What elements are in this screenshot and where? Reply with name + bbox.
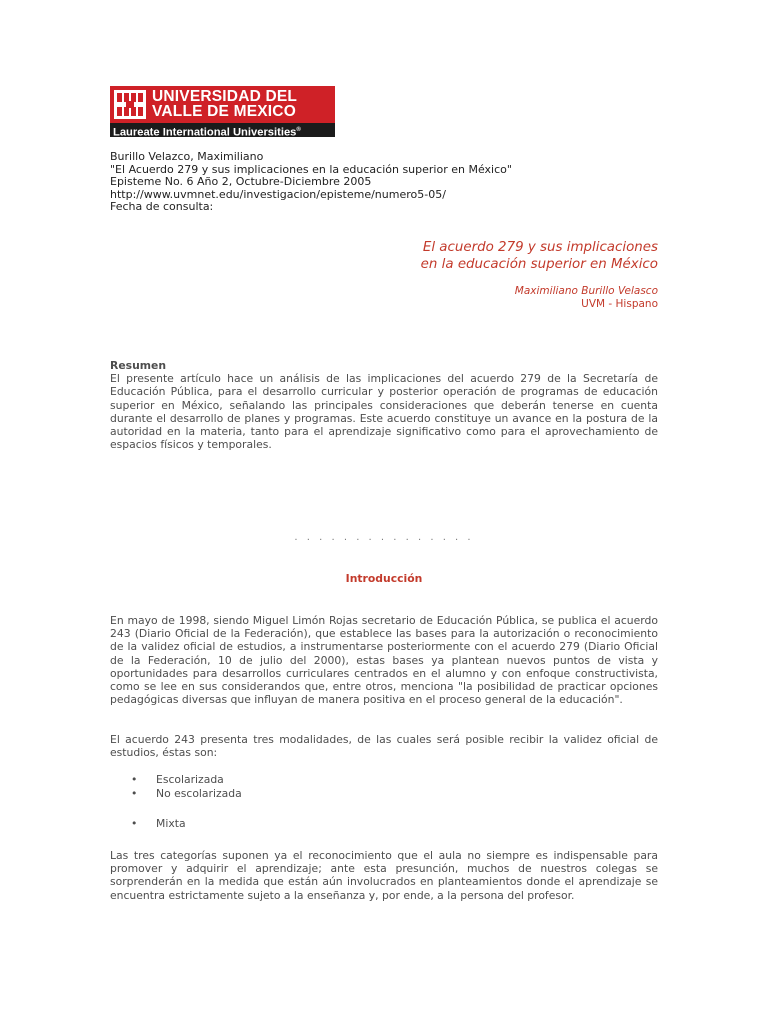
university-logo: [110, 86, 335, 137]
citation-title: "El Acuerdo 279 y sus implicaciones en la educación superior en México": [110, 162, 512, 176]
introduction-paragraph-2: El acuerdo 243 presenta tres modalidades, de las cuales será posible recibir la validez oficial de estudios, éstas son:: [110, 733, 658, 760]
list-item-label: Mixta: [156, 816, 186, 830]
logo-name-line1: UNIVERSIDAD DEL: [152, 88, 298, 105]
modalities-list: [131, 773, 242, 830]
logo-tagline: [113, 123, 301, 140]
article-institution: UVM - Hispano: [581, 297, 658, 310]
article-author: Maximiliano Burillo Velasco: [514, 285, 658, 297]
list-item: [131, 787, 242, 801]
citation-block: [110, 151, 512, 214]
article-author-block: [515, 285, 658, 310]
article-title-line2: en la educación superior en México: [420, 256, 658, 272]
introduction-paragraph-1: En mayo de 1998, siendo Miguel Limón Rojas secretario de Educación Pública, se publica el acuerdo 243 (Diario Oficial de la Federación), que establece las bases para la autorización o reconocimiento de la validez oficial de estudios, a instrumentarse posteriormente con el acuerdo 279 (Diario Oficial de la Federación, 10 de julio del 2000), estas bases ya plantean nuevos puntos de vista y oportunidades para desarrollos curriculares centrados en el alumno y con enfoque constructivista, como se lee en sus considerandos que, entre otros, menciona "la posibilidad de practicar opciones pedagógicas diversas que influyan de manera positiva en el proceso general de la educación".: [110, 614, 658, 707]
bullet-icon: •: [131, 773, 138, 786]
list-item-label: Escolarizada: [156, 773, 224, 786]
article-title: [421, 240, 658, 273]
citation-issue: Episteme No. 6 Año 2, Octubre-Diciembre 2005: [110, 175, 372, 188]
bullet-icon: •: [131, 816, 138, 830]
list-item: [131, 773, 242, 787]
logo-registered-mark: ®: [296, 127, 301, 133]
list-item: [131, 817, 242, 831]
introduction-heading: Introducción: [345, 572, 423, 585]
university-emblem-icon: [114, 90, 146, 119]
logo-tagline-text: Laureate International Universities: [113, 126, 297, 139]
abstract-section: [110, 359, 658, 451]
introduction-paragraph-3: Las tres categorías suponen ya el reconocimiento que el aula no siempre es indispensable para promover y adquirir el aprendizaje; ante esta presunción, muchos de nuestros colegas se sorprenderán en la medida que están aún involucrados en planteamientos donde el aprendizaje se encuentra estrictamente sujeto a la enseñanza y, por ende, a la persona del profesor.: [110, 849, 658, 902]
list-item-label: No escolarizada: [156, 786, 242, 800]
section-separator: . . . . . . . . . . . . . . .: [294, 532, 474, 543]
citation-url[interactable]: http://www.uvmnet.edu/investigacion/episteme/numero5-05/: [110, 187, 446, 201]
bullet-icon: •: [131, 786, 138, 800]
abstract-heading: Resumen: [110, 359, 167, 372]
logo-name-line2: VALLE DE MEXICO: [152, 103, 296, 120]
citation-consulted: Fecha de consulta:: [110, 200, 214, 213]
abstract-text: El presente artículo hace un análisis de las implicaciones del acuerdo 279 de la Secretaría de Educación Pública, para el desarrollo curricular y posterior operación de programas de educación superior en México, señalando las principales consideraciones que deberán tenerse en cuenta durante el desarrollo de planes y programas. Este acuerdo constituye un avance en la postura de la autoridad en la materia, tanto para el aprendizaje significativo como para el aprovechamiento de espacios físicos y temporales.: [110, 372, 658, 452]
article-title-line1: El acuerdo 279 y sus implicaciones: [422, 240, 658, 255]
citation-author: Burillo Velazco, Maximiliano: [110, 150, 264, 163]
